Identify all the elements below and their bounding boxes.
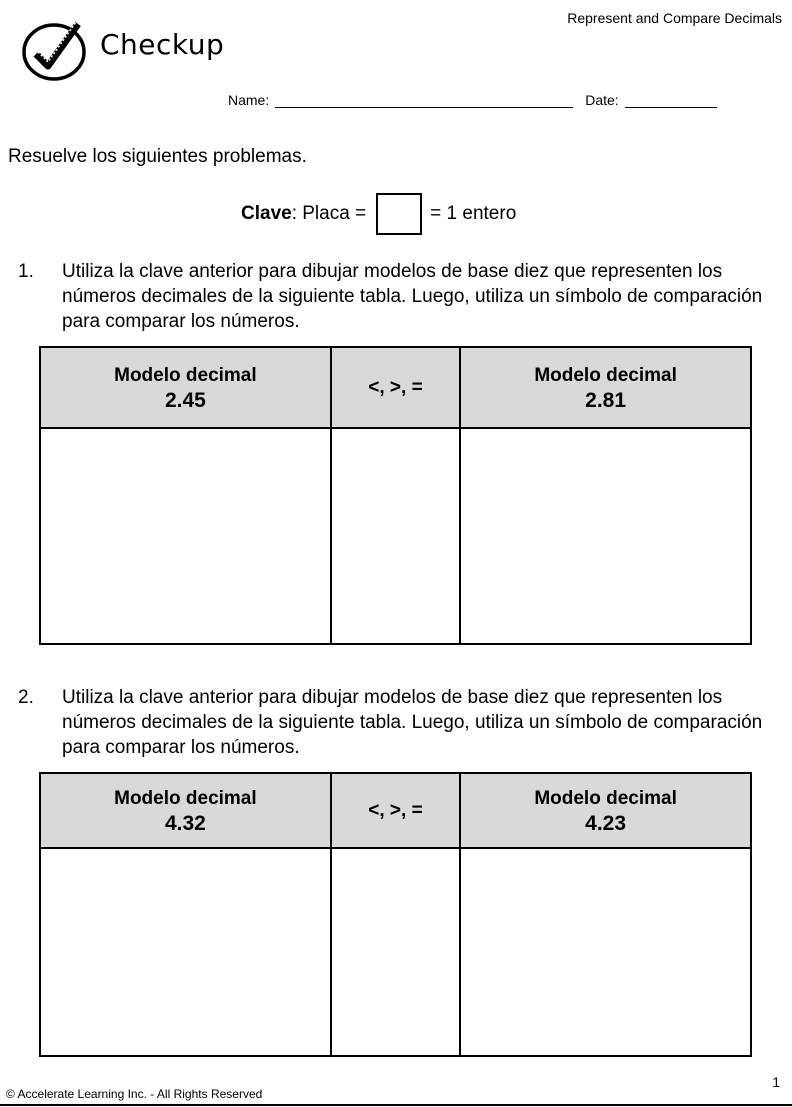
- page-number: 1: [772, 1074, 780, 1090]
- left-value: 4.32: [164, 811, 206, 835]
- right-model-area[interactable]: [460, 428, 751, 644]
- right-value: 2.81: [585, 388, 627, 412]
- left-header: Modelo decimal: [114, 787, 257, 809]
- right-header: Modelo decimal: [534, 364, 677, 386]
- comparison-table-1: [39, 346, 752, 645]
- problem-number: 1.: [18, 261, 34, 282]
- problem-2: [18, 685, 788, 760]
- left-header: Modelo decimal: [114, 364, 257, 386]
- logo-text: Checkup: [100, 28, 225, 61]
- comparison-answer-area[interactable]: [331, 848, 460, 1056]
- left-header-cell: [40, 773, 331, 848]
- copyright: © Accelerate Learning Inc. - All Rights Reserved: [6, 1087, 263, 1101]
- left-model-area[interactable]: [40, 848, 331, 1056]
- right-header-cell: [460, 773, 751, 848]
- comparison-symbols: <, >, =: [368, 800, 423, 821]
- date-label: Date:: [585, 92, 619, 108]
- left-header-cell: [40, 347, 331, 428]
- check-circle-icon: [20, 18, 90, 82]
- problem-text: Utiliza la clave anterior para dibujar modelos de base diez que representen los números decimales de la siguiente tabla. Luego, utiliza un símbolo de comparación para comparar los números.: [62, 687, 763, 758]
- right-model-area[interactable]: [460, 848, 751, 1056]
- date-field[interactable]: [625, 95, 717, 108]
- comparison-answer-area[interactable]: [331, 428, 460, 644]
- key-label-rest: : Placa =: [291, 203, 367, 224]
- comparison-symbols: <, >, =: [368, 377, 423, 398]
- comparison-table-2: [39, 772, 752, 1057]
- flat-square-icon: [376, 193, 422, 235]
- left-value: 2.45: [164, 388, 206, 412]
- name-label: Name:: [228, 92, 270, 108]
- problem-number: 2.: [18, 687, 34, 708]
- middle-header-cell: [331, 347, 460, 428]
- instructions: Resuelve los siguientes problemas.: [8, 146, 307, 167]
- right-value: 4.23: [585, 811, 627, 835]
- worksheet-title: Represent and Compare Decimals: [567, 10, 782, 26]
- footer-divider: [0, 1104, 792, 1106]
- middle-header-cell: [331, 773, 460, 848]
- right-header: Modelo decimal: [534, 787, 677, 809]
- name-date-row: [228, 92, 717, 108]
- problem-1: [18, 259, 788, 334]
- right-header-cell: [460, 347, 751, 428]
- key-equals: = 1 entero: [430, 203, 517, 224]
- key-legend: [241, 193, 516, 235]
- name-field[interactable]: [275, 95, 573, 108]
- problem-text: Utiliza la clave anterior para dibujar modelos de base diez que representen los números decimales de la siguiente tabla. Luego, utiliza un símbolo de comparación para comparar los números.: [62, 261, 763, 332]
- left-model-area[interactable]: [40, 428, 331, 644]
- key-label: Clave: [241, 203, 292, 224]
